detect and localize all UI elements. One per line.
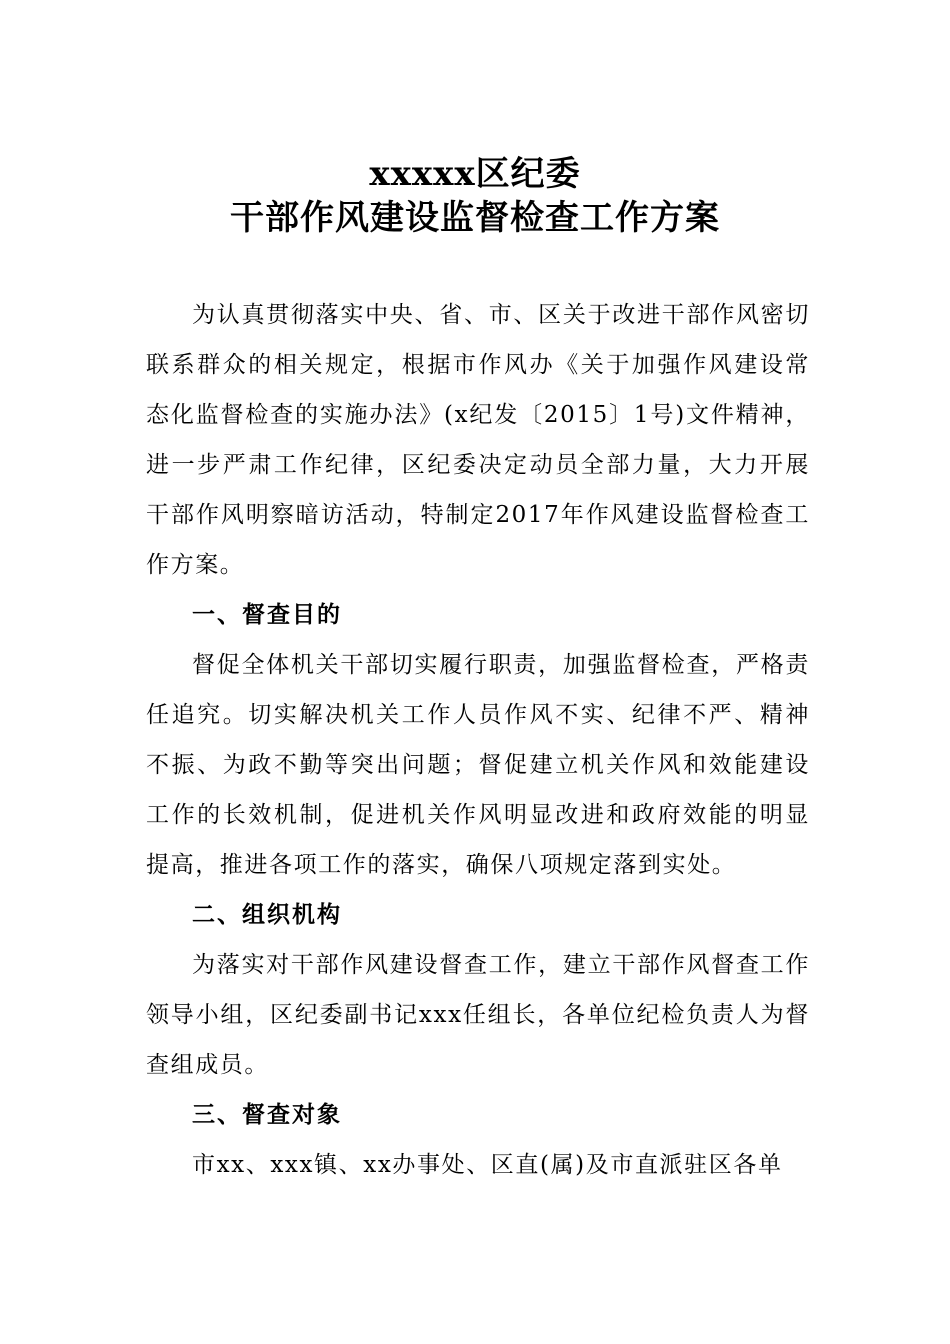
section-body-purpose: 督促全体机关干部切实履行职责，加强监督检查，严格责任追究。切实解决机关工作人员作风不实、纪律不严、精神不振、为政不勤等突出问题；督促建立机关作风和效能建设工作的长效机制，促进机关作风明显改进和政府效能的明显提高，推进各项工作的落实，确保八项规定落到实处。 [146,652,810,878]
document-title-line1: xxxxx区纪委 [369,154,581,194]
section-heading-targets: 三、督查对象 [192,1102,342,1128]
document-body [146,290,810,1190]
document-title-line2: 干部作风建设监督检查工作方案 [230,198,720,238]
section-heading-organization: 二、组织机构 [192,902,342,928]
section-body-targets: 市xx、xxx镇、xx办事处、区直(属)及市直派驻区各单 [192,1152,783,1178]
section-body-organization: 为落实对干部作风建设督查工作，建立干部作风督查工作领导小组，区纪委副书记xxx任组长，各单位纪检负责人为督查组成员。 [146,952,810,1078]
section-heading-purpose: 一、督查目的 [192,602,342,628]
intro-paragraph: 为认真贯彻落实中央、省、市、区关于改进干部作风密切联系群众的相关规定，根据市作风办《关于加强作风建设常态化监督检查的实施办法》(x纪发〔2015〕1号)文件精神，进一步严肃工作纪律，区纪委决定动员全部力量，大力开展干部作风明察暗访活动，特制定2017年作风建设监督检查工作方案。 [146,302,810,578]
